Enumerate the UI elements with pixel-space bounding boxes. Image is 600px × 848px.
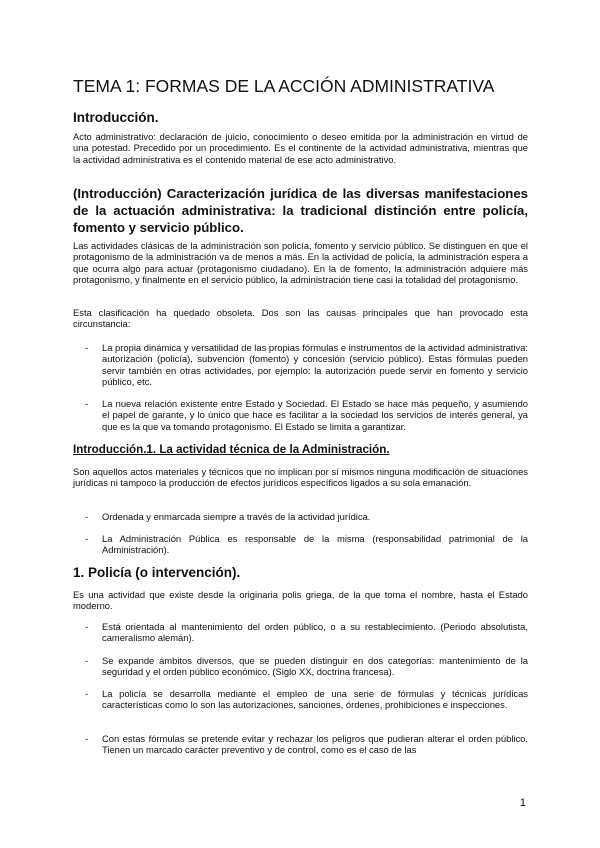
list-item <box>85 688 528 711</box>
bullet: - <box>85 733 89 744</box>
list-item-text: Con estas fórmulas se pretende evitar y rechazar los peligros que pudieran alterar el orden público. Tienen un marcado carácter preventivo y de control, como es el caso de las <box>102 733 528 756</box>
bullet: - <box>85 533 89 544</box>
policia-paragraph: Es una actividad que existe desde la originaria polis griega, de la que toma el nombre, hasta el Estado moderno. <box>73 589 528 612</box>
list-item <box>85 398 528 432</box>
list-item-text: La Administración Pública es responsable de la misma (responsabilidad patrimonial de la Administración). <box>102 533 528 556</box>
bullet: - <box>85 511 89 522</box>
characterization-heading: (Introducción) Caracterización jurídica de las diversas manifestaciones de la actuación administrativa: la tradicional distinción entre policía, fomento y servicio público. <box>73 186 528 235</box>
list-item <box>85 342 528 388</box>
bullet: - <box>85 655 89 666</box>
bullet: - <box>85 342 89 353</box>
page-title: TEMA 1: FORMAS DE LA ACCIÓN ADMINISTRATIVA <box>73 76 495 96</box>
list-item-text: La nueva relación existente entre Estado y Sociedad. El Estado se hace más pequeño, y asumiendo el papel de garante, y lo único que hace es facilitar a la sociedad los servicios de interés general, ya que es la que va tomando protagonismo. El Estado se limita a garantizar. <box>102 398 528 432</box>
list-item <box>85 511 528 522</box>
list-item-text: La policía se desarrolla mediante el empleo de una serie de fórmulas y técnicas jurídicas características como lo son las autorizaciones, sanciones, órdenes, prohibiciones e inspecciones. <box>102 688 528 711</box>
intro-paragraph: Acto administrativo: declaración de juicio, conocimiento o deseo emitida por la administración en virtud de una potestad. Precedido por un procedimiento. Es el continente de la actividad administrativa, mientras que la actividad administrativa es el contenido material de ese acto administrativo. <box>73 131 528 165</box>
technical-activity-paragraph: Son aquellos actos materiales y técnicos que no implican por sí mismos ninguna modificación de situaciones jurídicas ni tampoco la producción de efectos jurídicos específicos ligados a su sola emanación. <box>73 466 528 489</box>
policia-heading: 1. Policía (o intervención). <box>73 565 241 580</box>
intro-heading: Introducción. <box>73 110 159 125</box>
list-item <box>85 733 528 756</box>
technical-activity-heading: Introducción.1. La actividad técnica de la Administración. <box>73 443 390 456</box>
list-item <box>85 655 528 678</box>
list-item-text: Se expande ámbitos diversos, que se pueden distinguir en dos categorías: mantenimiento de la seguridad y el orden público económico. (Siglo XX, doctrina francesa). <box>102 655 528 678</box>
list-item-text: La propia dinámica y versatilidad de las propias fórmulas e instrumentos de la actividad administrativa: autorización (policía), subvención (fomento) y concesión (servicio público). Estas fórmulas pueden servir también en otras actividades, por ejemplo: la autorización puede servir en fomento y servicio público, etc. <box>102 342 528 388</box>
bullet: - <box>85 621 89 632</box>
list-item-text: Ordenada y enmarcada siempre a través de la actividad jurídica. <box>102 511 371 522</box>
list-item <box>85 621 528 644</box>
bullet: - <box>85 398 89 409</box>
characterization-paragraph-2: Esta clasificación ha quedado obsoleta. Dos son las causas principales que han provocado esta circunstancia: <box>73 307 528 330</box>
bullet: - <box>85 688 89 699</box>
list-item-text: Está orientada al mantenimiento del orden público, o a su restablecimiento. (Periodo absolutista, cameralismo alemán). <box>102 621 528 644</box>
list-item <box>85 533 528 556</box>
characterization-paragraph-1: Las actividades clásicas de la administración son policía, fomento y servicio público. Se distinguen en que el protagonismo de la administración va de menos a más. En la actividad de policía, la administración espera a que ocurra algo para actuar (protagonismo ciudadano). En la de fomento, la administración adquiere más protagonismo, y finalmente en el servicio público, la administración tiene casi la totalidad del protagonismo. <box>73 240 528 286</box>
page-number: 1 <box>519 797 526 809</box>
